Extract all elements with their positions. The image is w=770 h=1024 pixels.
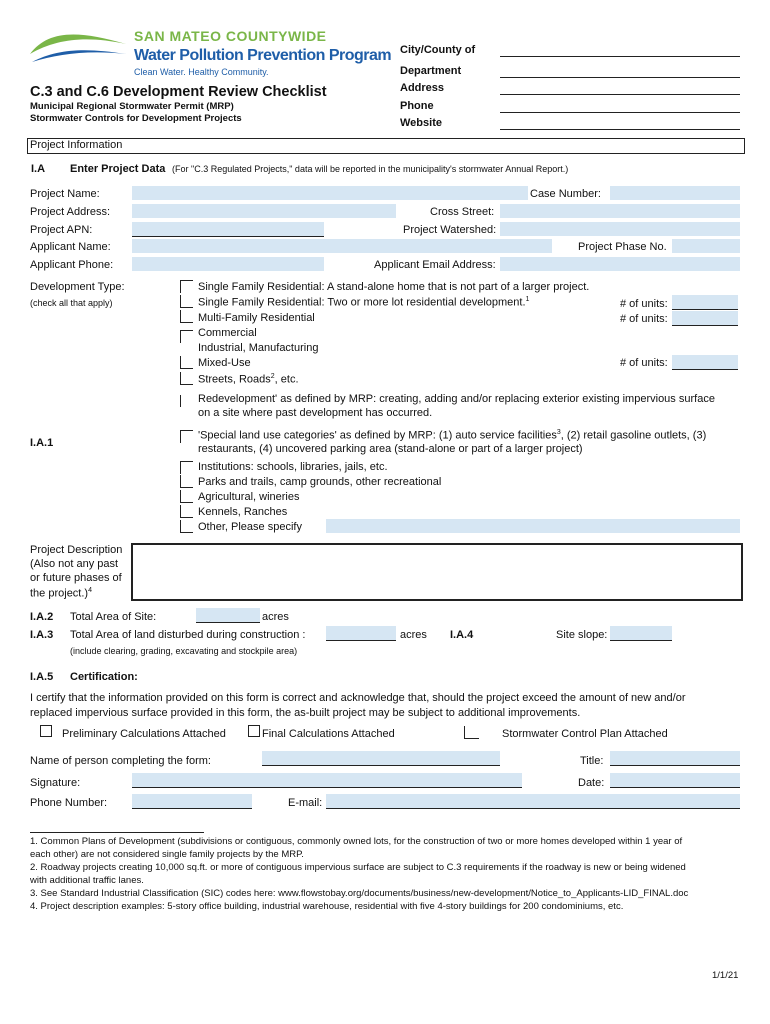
project-address-label: Project Address: xyxy=(30,206,111,218)
checkbox-mixed-use[interactable] xyxy=(180,356,193,369)
program-logo xyxy=(28,28,128,66)
units-underline-2 xyxy=(672,325,738,326)
units-label-3: # of units: xyxy=(620,357,668,369)
signature-input[interactable] xyxy=(132,773,522,787)
total-area-input[interactable] xyxy=(196,608,260,622)
site-slope-label: Site slope: xyxy=(556,629,608,641)
signature-label: Signature: xyxy=(30,777,81,789)
date-input[interactable] xyxy=(610,773,740,787)
footnote-1a: 1. Common Plans of Development (subdivisions or contiguous, commonly owned lots, for the construction of two or more homes developed within 1 year of xyxy=(30,836,683,847)
cert-title: Certification: xyxy=(70,671,138,683)
date-label: Date: xyxy=(578,777,605,789)
website-field[interactable] xyxy=(500,129,740,130)
city-label: City/County of xyxy=(400,44,476,56)
checkbox-scp[interactable] xyxy=(464,726,479,739)
applicant-name-label: Applicant Name: xyxy=(30,241,111,253)
ia3-number: I.A.3 xyxy=(30,629,54,641)
page-footer-date: 1/1/21 xyxy=(712,970,739,981)
org-line1: SAN MATEO COUNTYWIDE xyxy=(134,28,327,44)
email-underline xyxy=(326,808,740,809)
units-input-2[interactable] xyxy=(672,311,738,325)
footnote-2b: with additional traffic lanes. xyxy=(30,875,144,886)
description-label-3: or future phases of xyxy=(30,572,122,584)
total-area-underline xyxy=(196,622,260,623)
dev-type-redevelopment-1: Redevelopment' as defined by MRP: creating, adding and/or replacing exterior existing impervious surface xyxy=(198,393,715,405)
ia-note: (For "C.3 Regulated Projects," data will be reported in the municipality's stormwater Annual Report.) xyxy=(172,164,569,174)
date-underline xyxy=(610,787,740,788)
description-label-1: Project Description xyxy=(30,544,123,556)
checkbox-special-land-use[interactable] xyxy=(180,430,193,443)
checkbox-institutions[interactable] xyxy=(180,461,193,474)
project-name-input[interactable] xyxy=(132,186,528,200)
project-phase-label: Project Phase No. xyxy=(578,241,667,253)
ia1-number: I.A.1 xyxy=(30,437,54,449)
units-underline-1 xyxy=(672,309,738,310)
dev-type-industrial: Industrial, Manufacturing xyxy=(198,342,319,354)
units-input-3[interactable] xyxy=(672,355,738,369)
dev-type-streets: Streets, Roads$^2$, etc. xyxy=(198,373,299,386)
project-description-input[interactable] xyxy=(131,543,743,601)
section-header xyxy=(27,138,745,154)
title-input[interactable] xyxy=(610,751,740,765)
cross-street-input[interactable] xyxy=(500,204,740,218)
phone-number-input[interactable] xyxy=(132,794,252,808)
footnote-divider xyxy=(30,832,204,833)
disturbed-area-note: (include clearing, grading, excavating and stockpile area) xyxy=(70,646,298,656)
checkbox-kennels[interactable] xyxy=(180,505,193,518)
units-label-2: # of units: xyxy=(620,313,668,325)
dev-type-commercial: Commercial xyxy=(198,327,257,339)
cross-street-label: Cross Street: xyxy=(430,206,495,218)
units-label-1: # of units: xyxy=(620,298,668,310)
scp-label: Stormwater Control Plan Attached xyxy=(502,728,668,740)
cert-text-1: I certify that the information provided on this form is correct and acknowledge that, should the project exceed the amount of new and/or xyxy=(30,692,686,704)
phone-number-label: Phone Number: xyxy=(30,797,108,809)
checkbox-prelim-calcs[interactable] xyxy=(40,725,52,737)
page-subtitle-1: Municipal Regional Stormwater Permit (MRP) xyxy=(30,101,234,112)
signature-underline xyxy=(132,787,522,788)
cert-text-2: replaced impervious surface provided in this form, the as-built project may be subject to additional improvements. xyxy=(30,707,581,719)
page-subtitle-2: Stormwater Controls for Development Projects xyxy=(30,113,242,124)
applicant-phone-input[interactable] xyxy=(132,257,324,271)
dev-type-sfr2: Single Family Residential: Two or more lot residential development.$^1$ xyxy=(198,296,530,309)
final-calcs-label: Final Calculations Attached xyxy=(262,728,395,740)
footnote-3: 3. See Standard Industrial Classification (SIC) codes here: www.flowstobay.org/documents/business/new-development/Notice_to_Applicants-LID_FINAL.doc xyxy=(30,888,689,899)
dev-type-kennels: Kennels, Ranches xyxy=(198,506,288,518)
dev-type-multi-family: Multi-Family Residential xyxy=(198,312,315,324)
checkbox-other[interactable] xyxy=(180,520,193,533)
checkbox-sfr2[interactable] xyxy=(180,295,193,308)
project-address-input[interactable] xyxy=(132,204,396,218)
email-input[interactable] xyxy=(326,794,740,808)
dev-type-label: Development Type: xyxy=(30,281,125,293)
phone-label: Phone xyxy=(400,100,434,112)
applicant-email-label: Applicant Email Address: xyxy=(374,259,496,271)
checkbox-agricultural[interactable] xyxy=(180,490,193,503)
total-area-label: Total Area of Site: xyxy=(70,611,157,623)
dev-type-special-2: restaurants, (4) uncovered parking area (stand-alone or part of a larger project) xyxy=(198,443,583,455)
checkbox-commercial[interactable] xyxy=(180,330,193,343)
name-completing-underline xyxy=(262,765,500,766)
checkbox-streets[interactable] xyxy=(180,372,193,385)
department-field[interactable] xyxy=(500,77,740,78)
project-apn-underline xyxy=(132,236,324,237)
logo-swoosh-icon xyxy=(28,28,128,66)
disturbed-area-unit: acres xyxy=(400,629,427,641)
project-phase-input[interactable] xyxy=(672,239,740,253)
dev-type-institutions: Institutions: schools, libraries, jails, etc. xyxy=(198,461,388,473)
ia-title: Enter Project Data xyxy=(70,163,166,175)
applicant-email-input[interactable] xyxy=(500,257,740,271)
checkbox-sfr1[interactable] xyxy=(180,280,193,293)
website-label: Website xyxy=(400,117,442,129)
disturbed-area-label: Total Area of land disturbed during construction : xyxy=(70,629,306,641)
description-label-4: the project.)$^4$ xyxy=(30,587,92,600)
title-label: Title: xyxy=(580,755,604,767)
prelim-calcs-label: Preliminary Calculations Attached xyxy=(62,728,226,740)
project-apn-label: Project APN: xyxy=(30,224,93,236)
ia4-number: I.A.4 xyxy=(450,629,474,641)
dev-type-other: Other, Please specify xyxy=(198,521,302,533)
address-field[interactable] xyxy=(500,94,740,95)
total-area-unit: acres xyxy=(262,611,289,623)
disturbed-area-input[interactable] xyxy=(326,626,396,640)
title-underline xyxy=(610,765,740,766)
units-underline-3 xyxy=(672,369,738,370)
ia5-number: I.A.5 xyxy=(30,671,54,683)
other-specify-input[interactable] xyxy=(326,519,740,533)
org-line2: Water Pollution Prevention Program xyxy=(134,47,392,64)
dev-type-sfr1: Single Family Residential: A stand-alone home that is not part of a larger project. xyxy=(198,281,590,293)
address-label: Address xyxy=(400,82,445,94)
ia2-number: I.A.2 xyxy=(30,611,54,623)
applicant-phone-label: Applicant Phone: xyxy=(30,259,114,271)
project-watershed-label: Project Watershed: xyxy=(403,224,497,236)
department-label: Department xyxy=(400,65,462,77)
case-number-label: Case Number: xyxy=(530,188,601,200)
case-number-input[interactable] xyxy=(610,186,740,200)
phone-field[interactable] xyxy=(500,112,740,113)
dev-type-mixed-use: Mixed-Use xyxy=(198,357,251,369)
phone-number-underline xyxy=(132,808,252,809)
footnote-2a: 2. Roadway projects creating 10,000 sq.ft. or more of contiguous impervious surface are subject to C.3 requirements if the roadway is new or being widened xyxy=(30,862,686,873)
org-tagline: Clean Water. Healthy Community. xyxy=(134,67,269,77)
name-completing-input[interactable] xyxy=(262,751,500,765)
disturbed-area-underline xyxy=(326,640,396,641)
site-slope-underline xyxy=(610,640,672,641)
project-name-label: Project Name: xyxy=(30,188,100,200)
checkbox-redevelopment[interactable] xyxy=(180,395,193,407)
project-apn-input[interactable] xyxy=(132,222,324,236)
units-input-1[interactable] xyxy=(672,295,738,309)
city-field[interactable] xyxy=(500,56,740,57)
project-watershed-input[interactable] xyxy=(500,222,740,236)
checkbox-multi-family[interactable] xyxy=(180,310,193,323)
footnote-1b: each other) are not considered single family projects by the MRP. xyxy=(30,849,304,860)
footnote-4: 4. Project description examples: 5-story office building, industrial warehouse, residential with five 4-story buildings for 200 condominiums, etc. xyxy=(30,901,624,912)
applicant-name-input[interactable] xyxy=(132,239,552,253)
site-slope-input[interactable] xyxy=(610,626,672,640)
dev-type-agricultural: Agricultural, wineries xyxy=(198,491,300,503)
name-completing-label: Name of person completing the form: xyxy=(30,755,211,767)
checkbox-final-calcs[interactable] xyxy=(248,725,260,737)
dev-type-special-1: 'Special land use categories' as defined by MRP: (1) auto service facilities$^3$, (2) retail gasoline outlets, (3) xyxy=(198,429,707,442)
ia-number: I.A xyxy=(31,163,46,175)
section-title: Project Information xyxy=(30,139,123,151)
dev-type-redevelopment-2: on a site where past development has occurred. xyxy=(198,407,433,419)
email-label: E-mail: xyxy=(288,797,323,809)
dev-type-parks: Parks and trails, camp grounds, other recreational xyxy=(198,476,442,488)
page-title: C.3 and C.6 Development Review Checklist xyxy=(30,84,327,100)
description-label-2: (Also not any past xyxy=(30,558,119,570)
checkbox-parks[interactable] xyxy=(180,475,193,488)
check-all-note: (check all that apply) xyxy=(30,298,113,308)
